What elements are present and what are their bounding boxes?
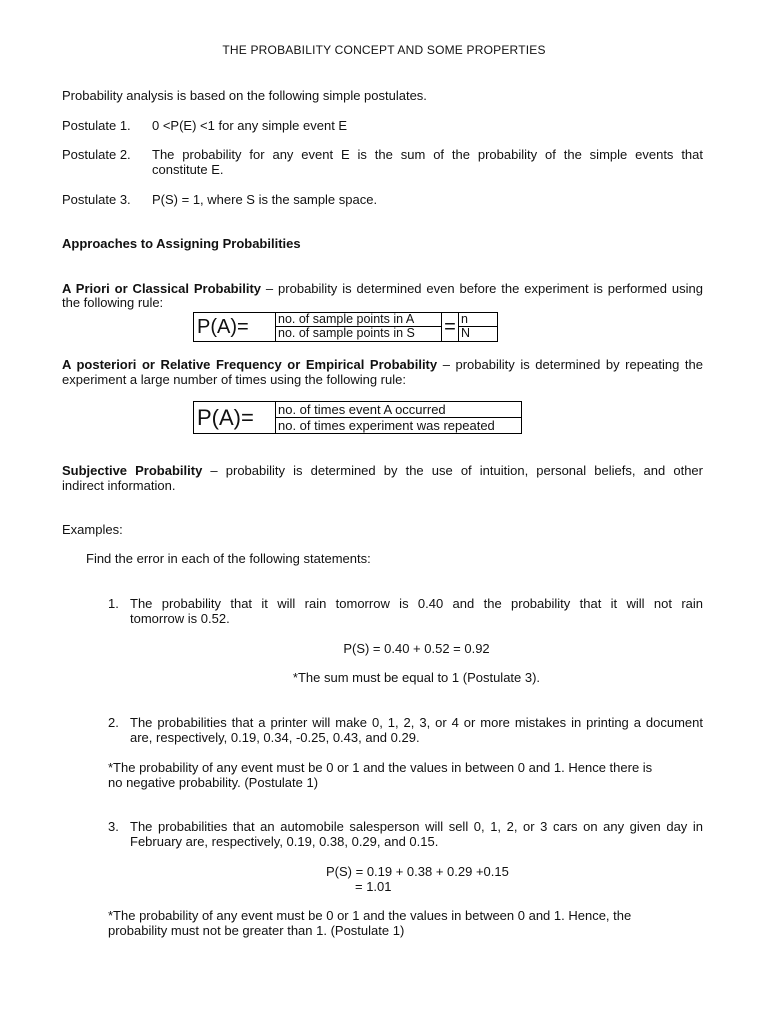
postulate-1-label: Postulate 1. [62, 118, 131, 133]
example-3-number: 3. [108, 819, 119, 834]
example-1-line-2: tomorrow is 0.52. [130, 611, 230, 626]
example-3-line-2: February are, respectively, 0.19, 0.38, 0.29, and 0.15. [130, 834, 439, 849]
example-3-line-1: The probabilities that an automobile salesperson will sell 0, 1, 2, or 3 cars on any given day in [130, 819, 703, 834]
postulate-1-text: 0 <P(E) <1 for any simple event E [152, 118, 348, 133]
a-posteriori-term: A posteriori or Relative Frequency or Empirical Probability [62, 357, 438, 372]
postulate-3-text: P(S) = 1, where S is the sample space. [152, 192, 378, 207]
a-priori-definition: – probability is determined even before the experiment is performed using [265, 281, 703, 296]
examples-instruction: Find the error in each of the following statements: [86, 551, 371, 566]
example-2-note-line-1: *The probability of any event must be 0 or 1 and the values in between 0 and 1. Hence there is [108, 760, 653, 775]
formula-result-numerator: n [458, 312, 498, 327]
a-priori-line-1 [62, 281, 703, 296]
approaches-heading: Approaches to Assigning Probabilities [62, 236, 301, 251]
subjective-term: Subjective Probability [62, 463, 203, 478]
formula-numerator: no. of times event A occurred [275, 401, 522, 418]
formula-equals-sign: = [441, 312, 459, 342]
formula-denominator: no. of times experiment was repeated [275, 417, 522, 434]
formula-denominator: no. of sample points in S [275, 326, 442, 342]
subjective-line-1 [62, 463, 703, 478]
postulate-2-text-line-2: constitute E. [152, 162, 224, 177]
example-1-line-1: The probability that it will rain tomorrow is 0.40 and the probability that it will not rain [130, 596, 703, 611]
a-posteriori-definition: – probability is determined by repeating the [442, 357, 704, 372]
examples-heading: Examples: [62, 522, 123, 537]
example-3-note-line-1: *The probability of any event must be 0 or 1 and the values in between 0 and 1. Hence, the [108, 908, 632, 923]
example-3-calculation-line-2: = 1.01 [355, 879, 392, 894]
postulate-2-text-line-1: The probability for any event E is the sum of the probability of the simple events that [152, 147, 703, 162]
example-3-note-line-2: probability must not be greater than 1. (Postulate 1) [108, 923, 405, 938]
empirical-probability-formula [193, 401, 522, 434]
a-priori-line-2: the following rule: [62, 295, 164, 310]
postulate-3-label: Postulate 3. [62, 192, 131, 207]
example-2-note-line-2: no negative probability. (Postulate 1) [108, 775, 319, 790]
intro-text: Probability analysis is based on the following simple postulates. [62, 88, 427, 103]
formula-lhs: P(A)= [193, 401, 276, 434]
example-1-number: 1. [108, 596, 119, 611]
example-1-calculation: P(S) = 0.40 + 0.52 = 0.92 [343, 641, 490, 656]
a-posteriori-line-1 [62, 357, 703, 372]
classical-probability-formula [193, 312, 498, 342]
postulate-2-label: Postulate 2. [62, 147, 131, 162]
subjective-definition: – probability is determined by the use of intuition, personal beliefs, and other [210, 463, 703, 478]
example-2-line-1: The probabilities that a printer will make 0, 1, 2, 3, or 4 or more mistakes in printing a document [130, 715, 703, 730]
formula-lhs: P(A)= [193, 312, 276, 342]
example-2-line-2: are, respectively, 0.19, 0.34, -0.25, 0.43, and 0.29. [130, 730, 420, 745]
example-3-calculation-line-1: P(S) = 0.19 + 0.38 + 0.29 +0.15 [326, 864, 509, 879]
formula-numerator: no. of sample points in A [275, 312, 442, 327]
formula-result-denominator: N [458, 326, 498, 342]
document-title: THE PROBABILITY CONCEPT AND SOME PROPERTIES [222, 43, 546, 57]
a-posteriori-line-2: experiment a large number of times using the following rule: [62, 372, 406, 387]
subjective-line-2: indirect information. [62, 478, 176, 493]
example-1-note: *The sum must be equal to 1 (Postulate 3). [292, 670, 541, 685]
example-2-number: 2. [108, 715, 119, 730]
a-priori-term: A Priori or Classical Probability [62, 281, 262, 296]
